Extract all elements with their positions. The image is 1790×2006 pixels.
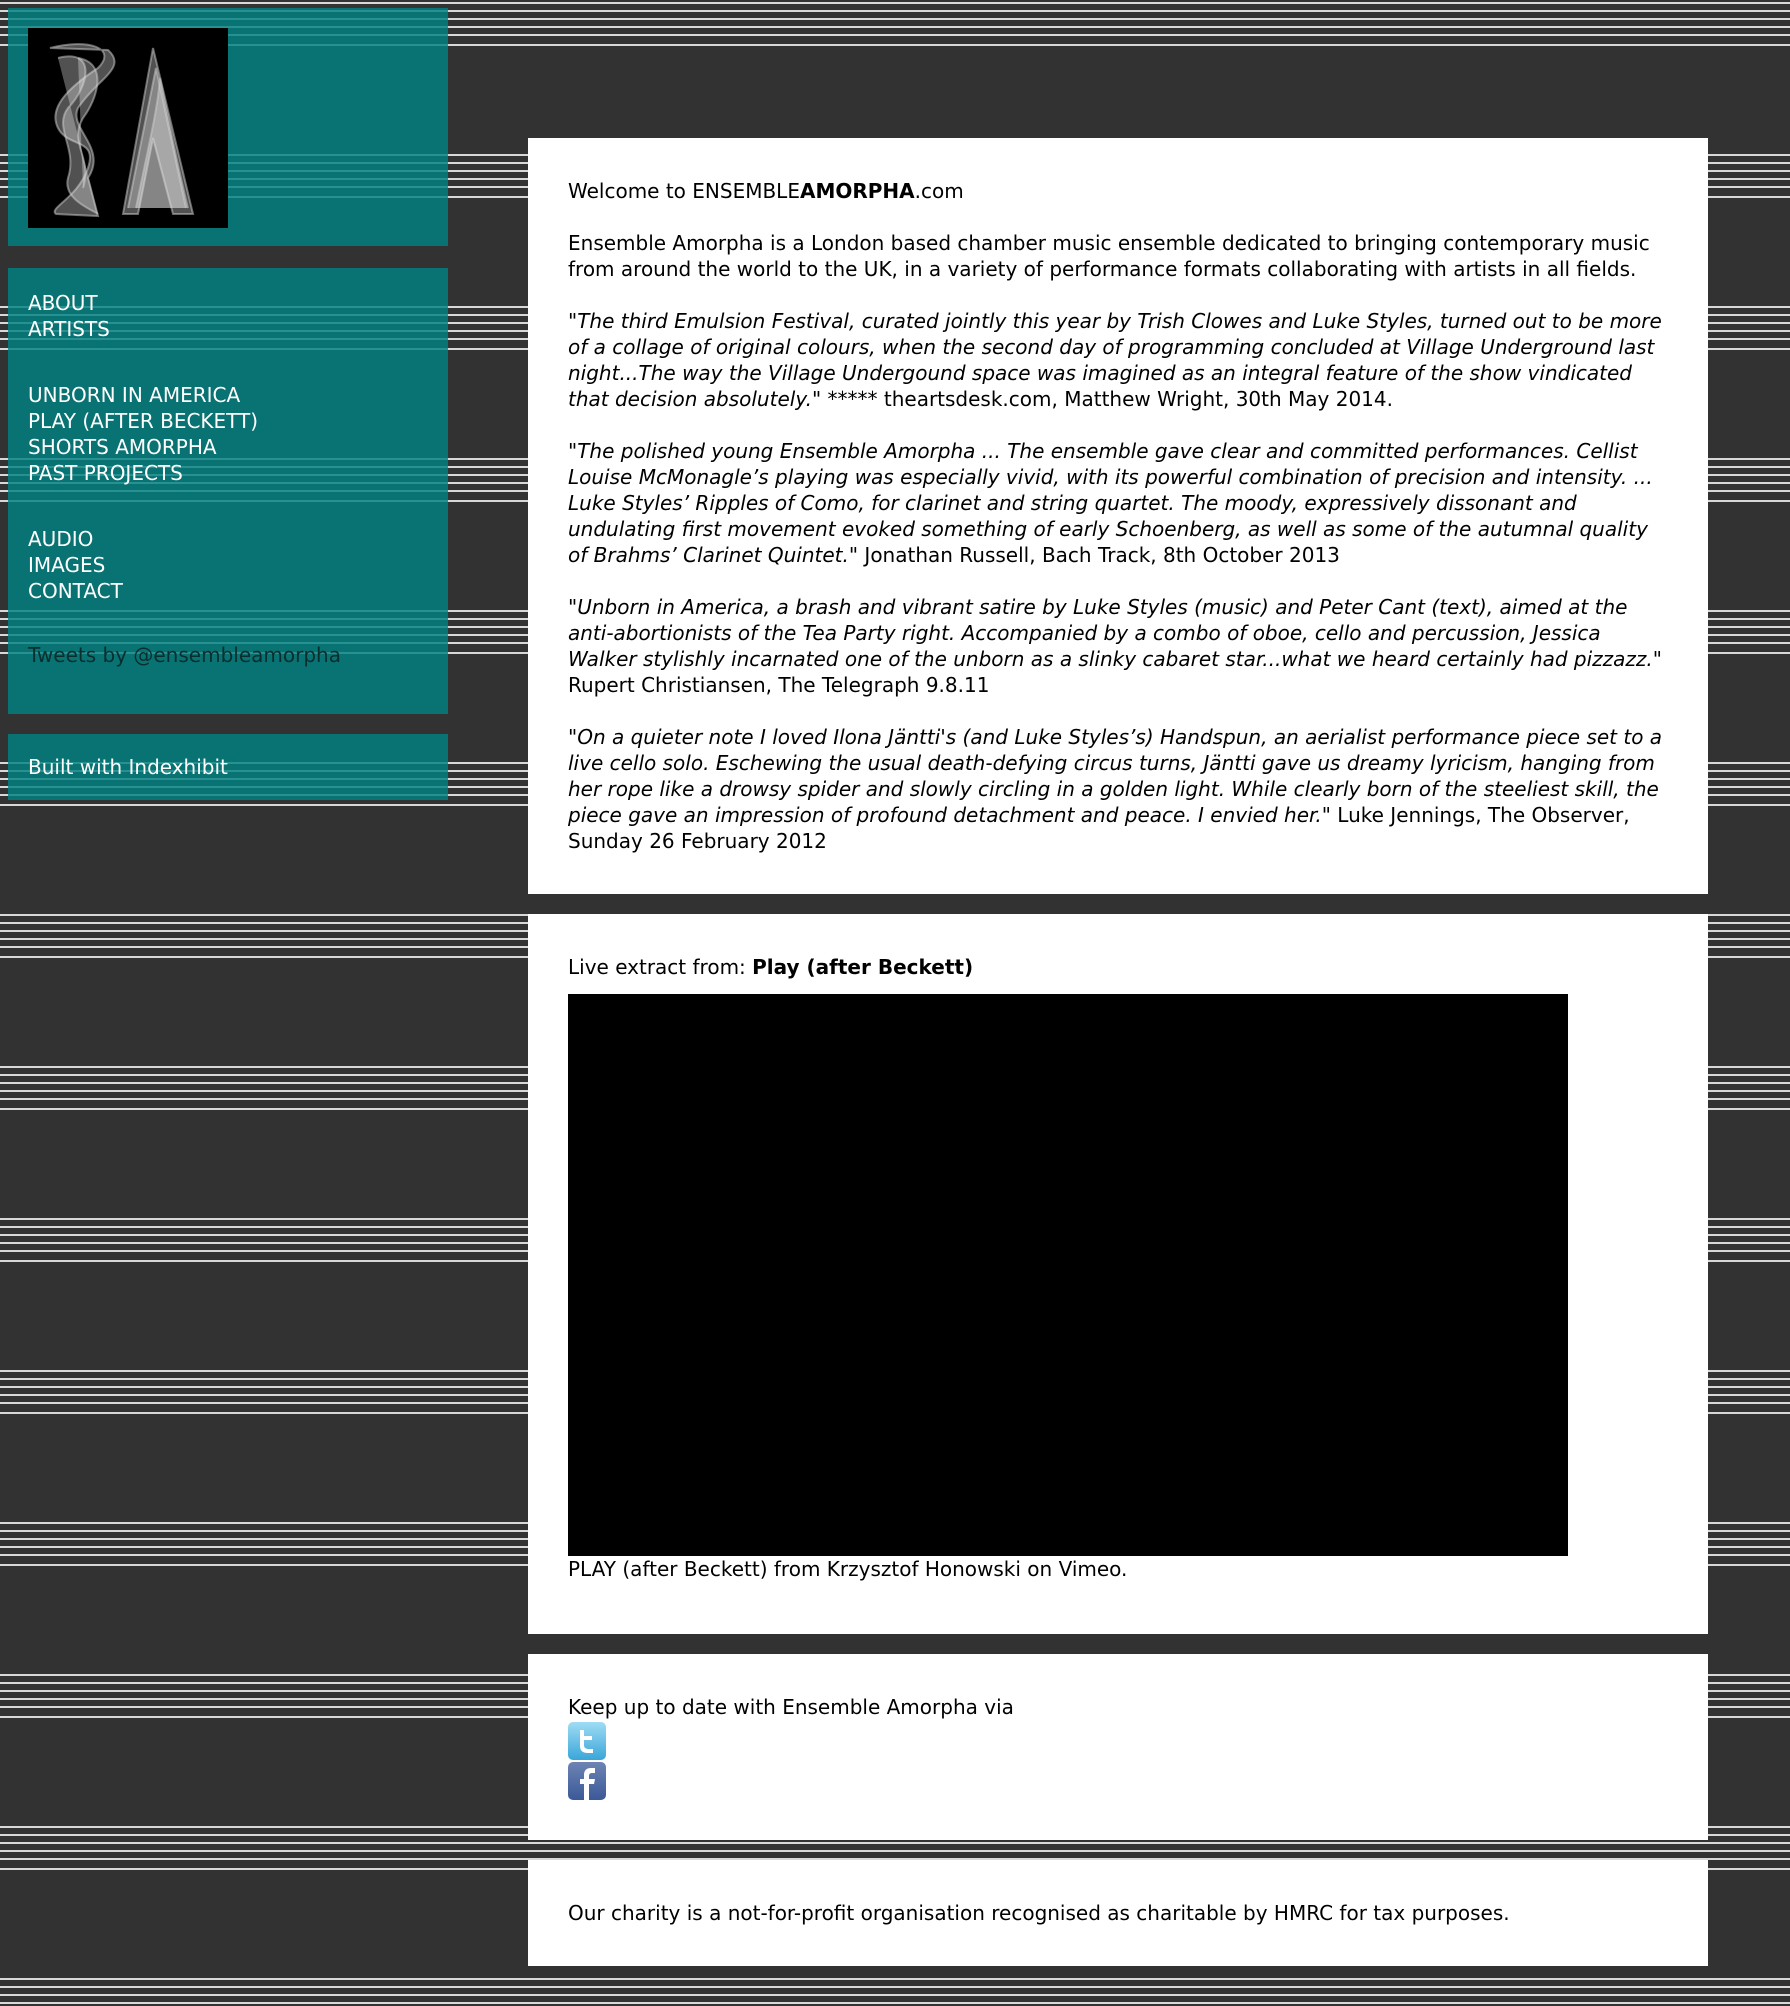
social-panel [528,1654,1708,1840]
nav-item-shorts-amorpha[interactable]: SHORTS AMORPHA [28,435,217,459]
nav-item-contact[interactable]: CONTACT [28,579,123,603]
quote-2-source: Jonathan Russell, Bach Track, 8th October 2013 [858,543,1340,567]
video-label: Live extract from: [568,955,753,979]
logo-panel [8,8,448,246]
social-text: Keep up to date with Ensemble Amorpha via [568,1695,1014,1719]
quote-4-source: Luke Jennings, The Observer, Sunday 26 February 2012 [568,803,1630,853]
charity-text: Our charity is a not-for-profit organisation recognised as charitable by HMRC for tax purposes. [568,1901,1510,1925]
nav-group-1 [28,290,428,342]
charity-panel [528,1860,1708,1966]
quote-3 [568,594,1668,698]
welcome-panel [528,138,1708,894]
nav-item-past-projects[interactable]: PAST PROJECTS [28,461,183,485]
nav-item-artists[interactable]: ARTISTS [28,317,110,341]
video-player[interactable] [568,994,1568,1556]
ea-logo-icon[interactable] [28,28,228,228]
video-heading [568,954,1668,980]
video-panel [528,914,1708,1634]
nav-item-audio[interactable]: AUDIO [28,527,94,551]
nav-group-2 [28,382,428,486]
facebook-icon[interactable] [568,1762,606,1800]
nav-item-play-after-beckett[interactable]: PLAY (AFTER BECKETT) [28,409,259,433]
quote-2 [568,438,1668,568]
nav-item-images[interactable]: IMAGES [28,553,106,577]
nav-panel [8,268,448,714]
nav-item-about[interactable]: ABOUT [28,291,98,315]
quote-3-text: "Unborn in America, a brash and vibrant satire by Luke Styles (music) and Peter Cant (text), aimed at the anti-abortionists of the Tea Party right. Accompanied by a combo of oboe, cello and percussion, Jessica Walker stylishly incarnated one of the unborn as a slinky cabaret star...what we heard certainly had pizzazz." [568,595,1662,671]
quote-1-text: "The third Emulsion Festival, curated jointly this year by Trish Clowes and Luke Styles, turned out to be more of a collage of original colours, when the second day of programming concluded at Village Underground last night...The way the Village Undergound space was imagined as an integral feature of the show vindicated that decision absolutely." [568,309,1662,411]
video-caption[interactable]: PLAY (after Beckett) from Krzysztof Honowski on Vimeo. [568,1557,1128,1581]
tweets-link[interactable]: Tweets by @ensembleamorpha [28,643,341,667]
welcome-prefix: Welcome to ENSEMBLE [568,179,800,203]
nav-group-3 [28,526,428,604]
nav-item-unborn-in-america[interactable]: UNBORN IN AMERICA [28,383,241,407]
welcome-bold: AMORPHA [799,179,915,203]
video-title[interactable]: Play (after Beckett) [752,955,974,979]
quote-3-source: Rupert Christiansen, The Telegraph 9.8.11 [568,673,990,697]
intro-text: Ensemble Amorpha is a London based chamber music ensemble dedicated to bringing contemporary music from around the world to the UK, in a variety of performance formats collaborating with artists in all fields. [568,231,1650,281]
quote-4 [568,724,1668,854]
quote-4-text: "On a quieter note I loved Ilona Jäntti's (and Luke Styles’s) Handspun, an aerialist performance piece set to a live cello solo. Eschewing the usual death-defying circus turns, Jäntti gave us dreamy lyricism, hanging from her rope like a drowsy spider and slowly circling in a golden light. While clearly born of the steeliest skill, the piece gave an impression of profound detachment and peace. I envied her." [568,725,1663,827]
quote-1-source: ***** theartsdesk.com, Matthew Wright, 30th May 2014. [821,387,1393,411]
built-with-link[interactable]: Built with Indexhibit [28,755,228,779]
quote-2-text: "The polished young Ensemble Amorpha ... The ensemble gave clear and committed performances. Cellist Louise McMonagle’s playing was especially vivid, with its powerful combination of precision and intensity. ... Luke Styles’ Ripples of Como, for clarinet and string quartet. The moody, expressively dissonant and undulating first movement evoked something of early Schoenberg, as well as some of the autumnal quality of Brahms’ Clarinet Quintet." [568,439,1653,567]
twitter-icon[interactable] [568,1722,606,1760]
welcome-suffix: .com [914,179,964,203]
welcome-heading [568,178,1668,204]
built-with-panel [8,734,448,800]
quote-1 [568,308,1668,412]
